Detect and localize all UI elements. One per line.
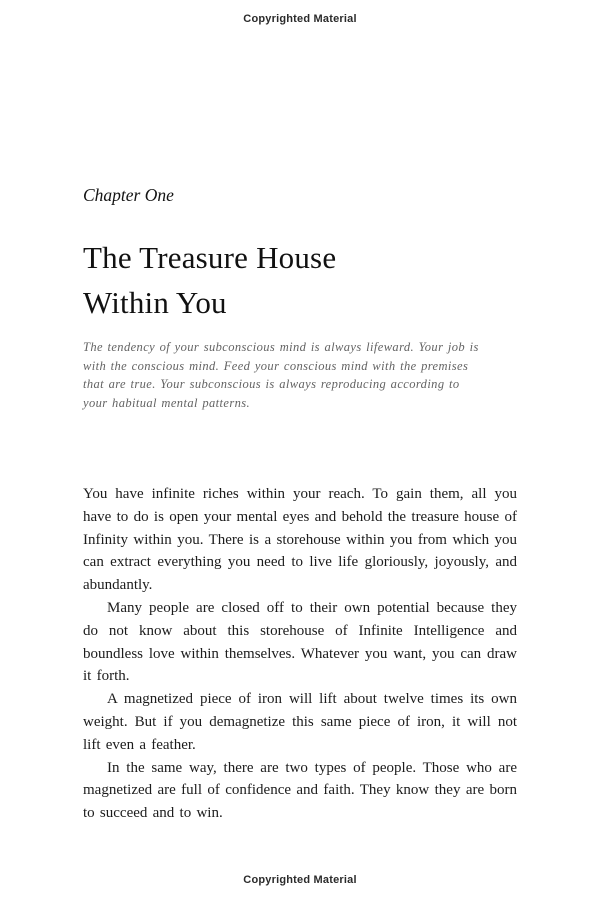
title-line-2: Within You [83, 285, 227, 320]
paragraph: Many people are closed off to their own potential because they do not know about this storehouse of Infinite Intelligence and boundless love within themselves. Whatever you want, you can draw it forth. [83, 599, 517, 685]
paragraph: A magnetized piece of iron will lift about twelve times its own weight. But if you demagnetize this same piece of iron, it will not lift even a feather. [83, 691, 517, 753]
page-title [83, 206, 517, 325]
paragraph: You have infinite riches within your reach. To gain them, all you have to do is open your mental eyes and behold the treasure house of Infinity within you. There is a storehouse within you from which you can extract everything you need to live life gloriously, joyously, and abundantly. [83, 486, 517, 594]
epigraph: The tendency of your subconscious mind is always lifeward. Your job is with the conscious mind. Feed your conscious mind with the premises that are true. Your subconscious is always reproducing according to your habitual mental patterns. [83, 340, 479, 410]
page-content [83, 0, 517, 825]
title-line-1: The Treasure House [83, 240, 337, 275]
copyright-notice-top: Copyrighted Material [243, 13, 357, 25]
chapter-heading: Chapter One [83, 185, 174, 205]
copyright-notice-bottom: Copyrighted Material [243, 874, 357, 886]
paragraph: In the same way, there are two types of people. Those who are magnetized are full of confidence and faith. They know they are born to succeed and to win. [83, 759, 517, 822]
body-text [83, 412, 517, 825]
